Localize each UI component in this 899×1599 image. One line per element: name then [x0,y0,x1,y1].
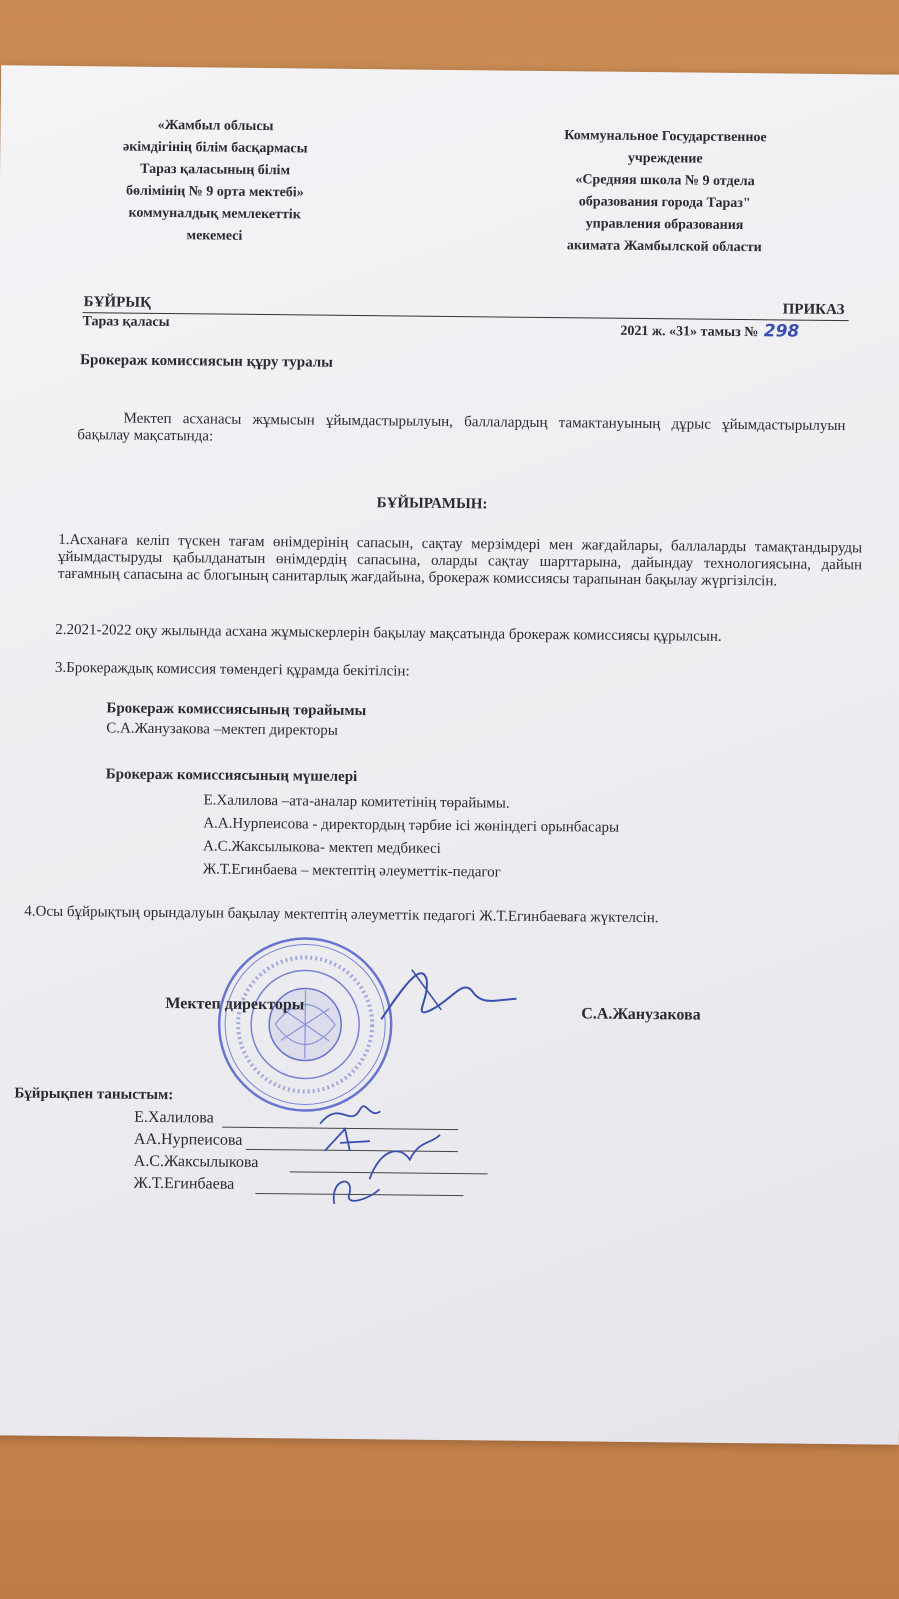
members-heading: Брокераж комиссиясының мүшелері [105,766,358,786]
header-left-line: «Жамбыл облысы [157,117,274,135]
signature-position: Мектеп директоры [165,995,305,1014]
member-item: А.С.Жаксылыкова- мектеп медбикесі [202,838,441,857]
acquainted-name: А.С.Жаксылыкова [133,1152,259,1172]
decree-item-2: 2.2021-2022 оқу жылында асхана жұмыскерлерін бақылау мақсатында брокераж комиссиясы құрылсын. [55,621,722,645]
header-right-line: акимата Жамбылской области [566,238,762,256]
header-left-line: Тараз қаласының білім [140,161,291,179]
header-left-line: мекемесі [186,228,243,244]
header-right-line: образования города Тараз" [578,194,751,212]
header-right-ru [519,125,810,260]
header-left-line: әкімдігінің білім басқармасы [122,139,308,157]
header-right-line: Коммунальное Государственное [564,128,767,146]
acquainted-name: АА.Нурпеисова [133,1130,243,1149]
header-left-line: бөлімінің № 9 орта мектебі» [125,183,304,201]
preamble-text: Мектеп асханасы жұмысын ұйымдастырылуын, баллалардың тамактануының дұрыс ұйымдастырылуын бақылау мақсатында: [77,410,846,445]
member-item: Е.Халилова –ата-аналар комитетінің төрайымы. [203,792,510,812]
members-list [203,789,620,885]
chair-person: С.А.Жанузакова –мектеп директоры [106,720,338,739]
order-city: Тараз қаласы [82,314,170,331]
signature-name: С.А.Жанузакова [581,1005,701,1024]
decree-item-3: 3.Брокераждық комиссия төмендегі құрамда бекітілсін: [54,659,410,680]
decree-title: БҰЙЫРАМЫН: [376,495,488,513]
acquainted-name: Ж.Т.Егинбаева [133,1174,235,1193]
acquainted-list [133,1107,259,1196]
order-label-kz: БҰЙРЫҚ [83,294,151,311]
member-item: А.А.Нурпеисова - директордың тәрбие ісі жөніндегі орынбасары [203,815,620,836]
decree-item-4: 4.Осы бұйрықтың орындалуын бақылау мектептің әлеуметтік педагогі Ж.Т.Егинбаеваға жүктелсін. [24,903,659,927]
chair-heading: Брокераж комиссиясының төрайымы [106,700,367,720]
order-number: 298 [763,321,800,342]
acquainted-name: Е.Халилова [134,1108,214,1127]
header-left-line: коммуналдық мемлекеттік [128,205,301,223]
acquainted-signatures-scribble [299,1088,470,1210]
document-page [0,65,899,1444]
order-divider [83,312,849,321]
order-label-ru: ПРИКАЗ [782,301,845,319]
acquainted-heading: Бұйрықпен таныстым: [14,1085,174,1104]
header-left-kz [89,114,340,249]
order-subject: Брокераж комиссиясын құру туралы [80,352,334,371]
decree-item-1: 1.Асханаға келіп түскен тағам өнімдерінің сапасын, сақтау мерзімдері мен жағдайлары, баллаларды тамақтандыруды ұйымдастыруды қабылданатын өнімдердің сапасына, оларды сақтау шарттарына, дайындау технологиясына, дайын тағамның сапасына ас блогының санитарлық жағдайына, брокераж комиссиясы тарапынан бақылау жүргізілсін. [57,531,863,590]
header-right-line: управления образования [585,216,744,234]
order-date [620,320,799,342]
member-item: Ж.Т.Егинбаева – мектептің әлеуметтік-педагог [202,861,501,881]
order-date-text: 2021 ж. «31» тамыз № [620,323,759,341]
director-signature-scribble [371,949,522,1041]
header-right-line: «Средняя школа № 9 отдела [575,172,755,190]
header-right-line: учреждение [627,150,703,167]
